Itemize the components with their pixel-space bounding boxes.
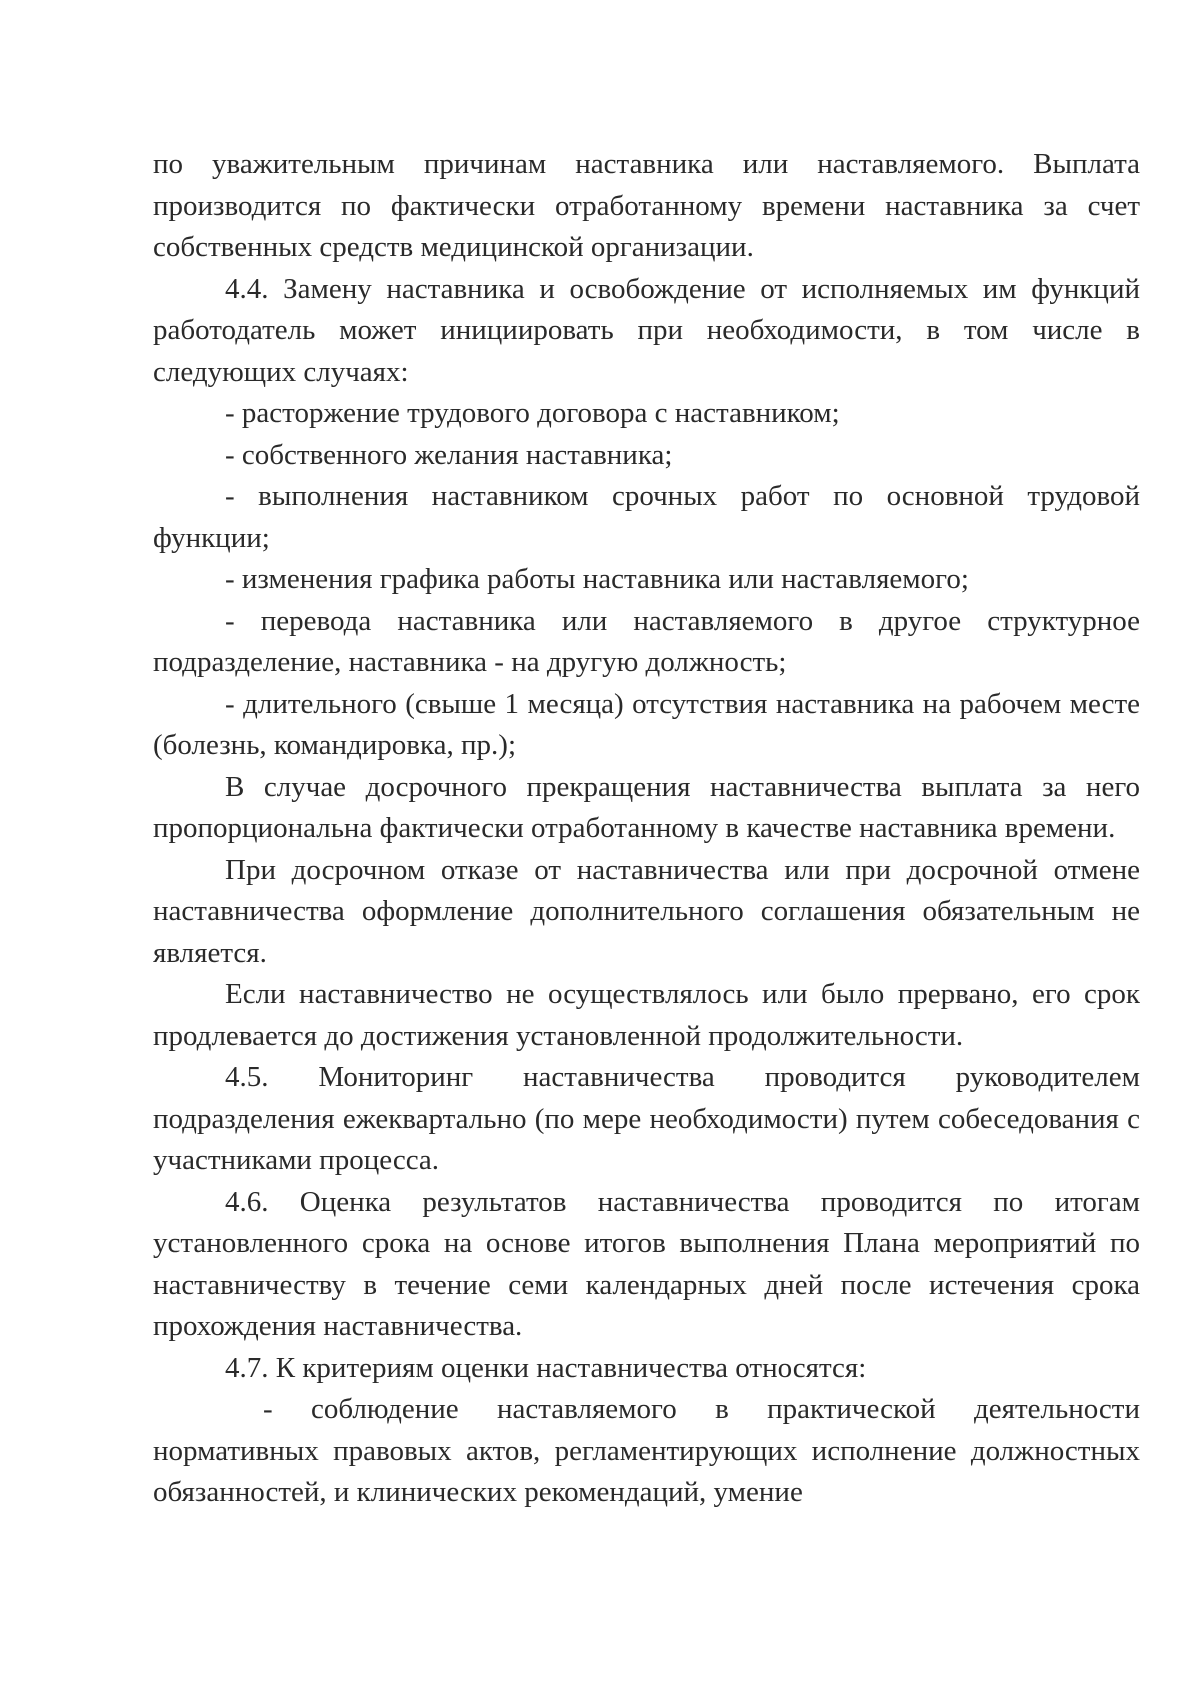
- list-item-own-wish: - собственного желания наставника;: [225, 438, 673, 471]
- paragraph-4-5: 4.5. Мониторинг наставничества проводится руководителем подразделения ежеквартально (по мере необходимости) путем собеседования с участниками процесса.: [153, 1061, 1140, 1176]
- paragraph-continuation: по уважительным причинам наставника или наставляемого. Выплата производится по фактически отработанному времени наставника за счет собственных средств медицинской организации.: [153, 148, 1140, 263]
- list-item-transfer: - перевода наставника или наставляемого в другое структурное подразделение, наставника - на другую должность;: [153, 604, 1140, 678]
- paragraph-early-termination: В случае досрочного прекращения наставничества выплата за него пропорциональна фактически отработанному в качестве наставника времени.: [153, 770, 1140, 844]
- document-body: [153, 144, 1140, 1514]
- list-item-long-absence: - длительного (свыше 1 месяца) отсутствия наставника на рабочем месте (болезнь, командировка, пр.);: [153, 687, 1140, 761]
- paragraph-4-7: 4.7. К критериям оценки наставничества относятся:: [225, 1351, 867, 1384]
- list-item-termination: - расторжение трудового договора с наставником;: [225, 397, 840, 429]
- paragraph-4-6: 4.6. Оценка результатов наставничества проводится по итогам установленного срока на основе итогов выполнения Плана мероприятий по наставничеству в течение семи календарных дней после истечения срока прохождения наставничества.: [153, 1185, 1140, 1342]
- list-item-urgent-work: - выполнения наставником срочных работ по основной трудовой функции;: [153, 480, 1140, 554]
- list-item-compliance: - соблюдение наставляемого в практической деятельности нормативных правовых актов, регламентирующих исполнение должностных обязанностей, и клинических рекомендаций, умение: [153, 1393, 1140, 1508]
- paragraph-4-4: 4.4. Замену наставника и освобождение от исполняемых им функций работодатель может инициировать при необходимости, в том числе в следующих случаях:: [153, 272, 1140, 388]
- list-item-schedule-change: - изменения графика работы наставника или наставляемого;: [225, 563, 969, 595]
- paragraph-extension: Если наставничество не осуществлялось или было прервано, его срок продлевается до достижения установленной продолжительности.: [153, 978, 1140, 1052]
- paragraph-early-refusal: При досрочном отказе от наставничества или при досрочной отмене наставничества оформление дополнительного соглашения обязательным не является.: [153, 853, 1140, 969]
